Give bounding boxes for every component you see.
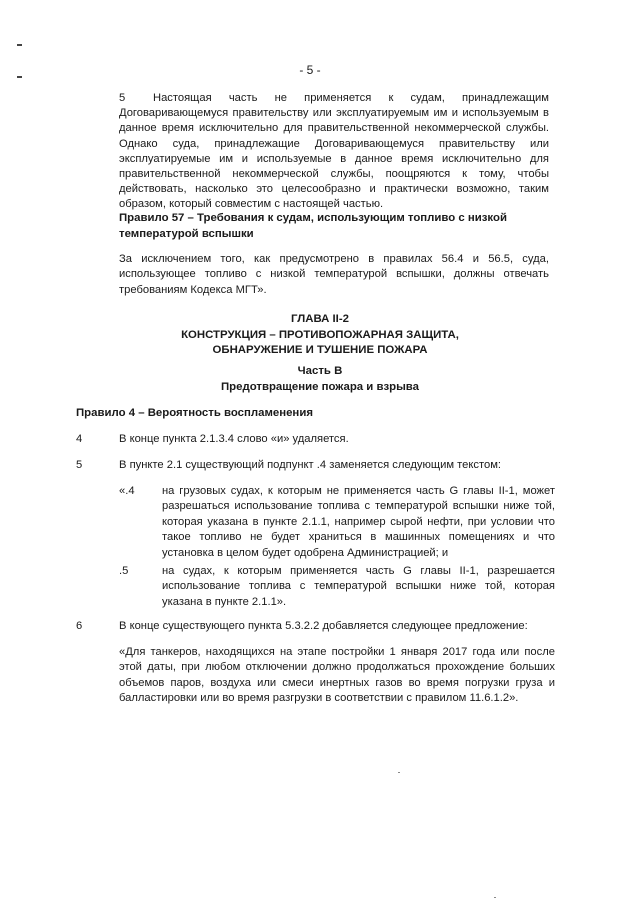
added-sentence-quote: «Для танкеров, находящихся на этапе постройки 1 января 2017 года или после этой даты, при любом отключении должно продолжаться прохождение больших объемов паров, воздуха или смеси инертных газов во время погрузки груза и балластировки или во время разгрузки в соответствии с правилом 11.6.1.2».: [119, 646, 555, 705]
amendment-number: 4: [76, 433, 83, 445]
subitem-label: .5: [119, 565, 129, 577]
chapter-title-line: ОБНАРУЖЕНИЕ И ТУШЕНИЕ ПОЖАРА: [212, 344, 428, 356]
amendment-text: В пункте 2.1 существующий подпункт .4 заменяется следующим текстом:: [119, 459, 502, 471]
part-number: Часть В: [297, 365, 343, 377]
part-title-line: Предотвращение пожара и взрыва: [221, 380, 419, 393]
subitem-text: на судах, к которым применяется часть G главы II-1, разрешается использование топлива с температурой вспышки ниже той, которая указана в пункте 2.1.1».: [162, 565, 555, 608]
chapter-title: [70, 312, 570, 359]
subitem-label: «.4: [119, 485, 135, 497]
amendment-text: В конце пункта 2.1.3.4 слово «и» удаляется.: [119, 433, 349, 445]
amendment-number: 5: [76, 459, 83, 471]
chapter-title-line: КОНСТРУКЦИЯ – ПРОТИВОПОЖАРНАЯ ЗАЩИТА,: [181, 328, 459, 341]
amendment-text: В конце существующего пункта 5.3.2.2 добавляется следующее предложение:: [119, 620, 528, 632]
rule-57-heading: Правило 57 – Требования к судам, использующим топливо с низкой температурой вспышки: [119, 212, 507, 240]
rule-57-text: За исключением того, как предусмотрено в правилах 56.4 и 56.5, суда, использующее топливо с низкой температурой вспышки, должны отвечать требованиям Кодекса МГТ».: [119, 253, 549, 296]
scan-mark: [17, 44, 22, 46]
subitem-text: на грузовых судах, к которым не применяется часть G главы II-1, может разрешаться использование топлива с температурой вспышки ниже той, которая указана в пункте 2.1.1, например сырой нефти, при условии что такое топливо не будет храниться в машинных помещениях и что установка в целом будет одобрена Администрацией; и: [162, 485, 555, 559]
amendment-number: 6: [76, 620, 83, 632]
rule-4-heading: Правило 4 – Вероятность воспламенения: [76, 407, 313, 419]
chapter-number: ГЛАВА II-2: [291, 313, 349, 325]
scan-speck: [398, 772, 400, 773]
part-title: [70, 364, 570, 395]
paragraph-number: 5: [119, 92, 126, 104]
scan-speck: [494, 897, 496, 898]
paragraph-5: [119, 91, 549, 213]
page-number: - 5 -: [299, 63, 321, 77]
paragraph-text: Настоящая часть не применяется к судам, принадлежащим Договаривающемуся правительству или эксплуатируемым им и используемым в данное время исключительно для правительственной некоммерческой службы. Однако суда, принадлежащие Договаривающемуся правительству или эксплуатируемые им и используемые в данное время исключительно для правительственной некоммерческой службы, поощряются к тому, чтобы действовать, насколько это целесообразно и практически возможно, таким образом, который совместим с настоящей частью.: [119, 92, 549, 211]
